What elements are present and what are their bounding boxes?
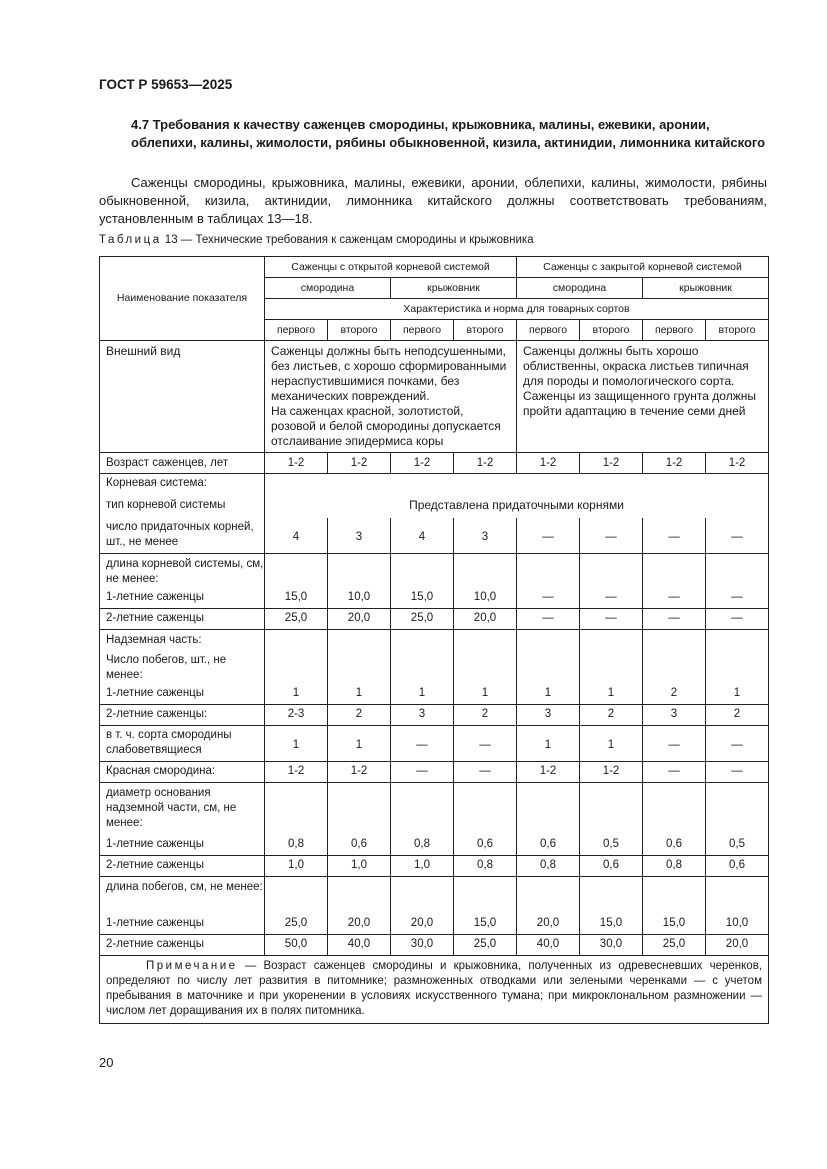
value-cell: — [643,518,706,554]
value-cell: 0,8 [643,855,706,876]
value-cell: 0,6 [517,834,580,855]
value-cell: — [643,608,706,629]
row-label: в т. ч. сорта смородины слабоветвящиеся [100,725,265,761]
header-open-root: Саженцы с открытой корневой системой [265,257,517,278]
value-cell: — [706,761,769,782]
table-row [100,913,769,934]
table-row [100,684,769,704]
header-grade-first: первого [643,320,706,341]
header-grade-first: первого [265,320,328,341]
value-cell: 25,0 [643,934,706,955]
root-system-label: Корневая система: [100,474,265,494]
value-cell: 1-2 [517,453,580,474]
value-cell: 20,0 [328,608,391,629]
row-label: 1-летние саженцы [100,834,265,855]
root-type-label: тип корневой системы [100,494,265,518]
header-grade-second: второго [454,320,517,341]
header-grade-first: первого [517,320,580,341]
value-cell: 1 [391,684,454,704]
table-row [100,453,769,474]
value-cell: 1 [454,684,517,704]
row-label: 1-летние саженцы [100,913,265,934]
value-cell: 1 [517,684,580,704]
value-cell: — [580,608,643,629]
table-caption [99,234,534,246]
value-cell: 10,0 [328,587,391,608]
standard-code: ГОСТ Р 59653—2025 [99,77,233,92]
table-note [100,955,769,1023]
value-cell: 1-2 [643,453,706,474]
value-cell: 1-2 [706,453,769,474]
value-cell: 3 [517,704,580,725]
value-cell: 0,8 [391,834,454,855]
value-cell: 1 [265,684,328,704]
value-cell: 1 [328,725,391,761]
value-cell: — [517,608,580,629]
value-cell: 0,6 [706,855,769,876]
value-cell: 25,0 [454,934,517,955]
value-cell: 20,0 [391,913,454,934]
value-cell: 3 [328,518,391,554]
value-cell: — [580,518,643,554]
value-cell: 10,0 [706,913,769,934]
row-label: число придаточных корней, шт., не менее [100,518,265,554]
value-cell: 2 [454,704,517,725]
section-title: 4.7 Требования к качеству саженцев смородины, крыжовника, малины, ежевики, аронии, облепихи, калины, жимолости, рябины обыкновенной, кизила, актинидии, лимонника китайского [131,117,766,150]
value-cell: 0,5 [706,834,769,855]
value-cell: 2 [706,704,769,725]
value-cell: — [580,587,643,608]
value-cell: 30,0 [580,934,643,955]
header-currant-closed: смородина [517,278,643,299]
value-cell: 1-2 [265,453,328,474]
value-cell: 1 [706,684,769,704]
value-cell: 1 [517,725,580,761]
value-cell: 0,8 [517,855,580,876]
value-cell: 1,0 [328,855,391,876]
appearance-closed: Саженцы должны быть хорошо облиственны, окраска листьев типичная для породы и помологического сорта. Саженцы из защищенного грунта должны пройти адаптацию в течение семи дней [517,341,769,453]
row-label: 2-летние саженцы [100,855,265,876]
value-cell: 2-3 [265,704,328,725]
requirements-table [99,256,769,474]
value-cell: 25,0 [265,608,328,629]
note-word: Примечание [146,959,238,972]
table-row [100,834,769,855]
value-cell: 2 [643,684,706,704]
value-cell: 1-2 [391,453,454,474]
value-cell: — [706,725,769,761]
header-indicator-name: Наименование показателя [100,257,265,341]
table-row [100,761,769,782]
value-cell: 25,0 [391,608,454,629]
value-cell: 0,8 [454,855,517,876]
table-row [100,934,769,955]
value-cell: 1-2 [580,453,643,474]
value-cell: 15,0 [454,913,517,934]
value-cell: 30,0 [391,934,454,955]
diameter-label: диаметр основания надземной части, см, не менее: [100,782,265,834]
value-cell: 1,0 [391,855,454,876]
value-cell: — [706,608,769,629]
above-ground-label: Надземная часть: [100,629,265,651]
root-length-label: длина корневой системы, см, не менее: [100,554,265,588]
header-grade-first: первого [391,320,454,341]
value-cell: 4 [391,518,454,554]
appearance-open: Саженцы должны быть неподсушенными, без листьев, с хорошо сформированными нераспустившимися почками, без механических повреждений. На саженцах красной, золотистой, розовой и белой смородины допускается отслаивание эпидермиса коры [265,341,517,453]
appearance-label: Внешний вид [100,341,265,453]
value-cell: 2 [580,704,643,725]
value-cell: 0,6 [580,855,643,876]
row-label: 2-летние саженцы [100,608,265,629]
requirements-table-body [99,473,769,1024]
value-cell: 0,6 [454,834,517,855]
row-label: 2-летние саженцы [100,934,265,955]
value-cell: 3 [454,518,517,554]
value-cell: 3 [391,704,454,725]
row-label: 2-летние саженцы: [100,704,265,725]
value-cell: 15,0 [265,587,328,608]
value-cell: 10,0 [454,587,517,608]
value-cell: 50,0 [265,934,328,955]
row-label: 1-летние саженцы [100,684,265,704]
row-label: Красная смородина: [100,761,265,782]
shoots-label: Число побегов, шт., не менее: [100,651,265,684]
value-cell: 20,0 [706,934,769,955]
table-row [100,518,769,554]
value-cell: 1,0 [265,855,328,876]
caption-text: 13 — Технические требования к саженцам смородины и крыжовника [164,234,534,246]
value-cell: — [391,725,454,761]
value-cell: 15,0 [643,913,706,934]
value-cell: — [643,587,706,608]
value-cell: — [517,518,580,554]
value-cell: — [454,761,517,782]
table-row [100,725,769,761]
row-label: Возраст саженцев, лет [100,453,265,474]
value-cell: — [454,725,517,761]
value-cell: 1-2 [454,453,517,474]
value-cell: 1-2 [328,453,391,474]
root-type-value: Представлена придаточными корнями [265,494,769,518]
value-cell: 3 [643,704,706,725]
header-gooseberry-open: крыжовник [391,278,517,299]
table-row [100,704,769,725]
header-closed-root: Саженцы с закрытой корневой системой [517,257,769,278]
value-cell: 0,6 [643,834,706,855]
value-cell: — [391,761,454,782]
value-cell: 1 [580,725,643,761]
value-cell: 20,0 [454,608,517,629]
value-cell: 1 [328,684,391,704]
value-cell: — [643,761,706,782]
header-gooseberry-closed: крыжовник [643,278,769,299]
value-cell: 20,0 [328,913,391,934]
value-cell: 4 [265,518,328,554]
row-label: 1-летние саженцы [100,587,265,608]
value-cell: 0,8 [265,834,328,855]
page-number: 20 [99,1055,114,1070]
header-grade-second: второго [706,320,769,341]
value-cell: 25,0 [265,913,328,934]
header-characteristic: Характеристика и норма для товарных сортов [265,299,769,320]
value-cell: 20,0 [517,913,580,934]
value-cell: — [643,725,706,761]
value-cell: 1-2 [265,761,328,782]
table-row [100,587,769,608]
value-cell: 1 [265,725,328,761]
table-row [100,855,769,876]
table-row [100,608,769,629]
value-cell: — [706,587,769,608]
header-grade-second: второго [580,320,643,341]
value-cell: — [517,587,580,608]
note-text: — Возраст саженцев смородины и крыжовника, полученных из одревесневших черенков, определяют по числу лет развития в питомнике; размноженных отводками или зелеными черенками — с учетом пребывания в маточнике и при укоренении в условиях искусственного тумана; при микроклональном размножении — числом лет доращивания их в полях питомника. [106,959,762,1017]
value-cell: 15,0 [580,913,643,934]
value-cell: 0,6 [328,834,391,855]
header-currant-open: смородина [265,278,391,299]
caption-word: Таблица [99,234,162,246]
header-grade-second: второго [328,320,391,341]
value-cell: 40,0 [517,934,580,955]
value-cell: 15,0 [391,587,454,608]
shoot-length-label: длина побегов, см, не менее: [100,876,265,913]
value-cell: 40,0 [328,934,391,955]
value-cell: 1-2 [517,761,580,782]
value-cell: 1 [580,684,643,704]
intro-paragraph: Саженцы смородины, крыжовника, малины, ежевики, аронии, облепихи, калины, жимолости, рябины обыкновенной, кизила, актинидии, лимонника китайского должны соответствовать требованиям, установленным в таблицах 13—18. [99,175,767,226]
value-cell: 1-2 [328,761,391,782]
value-cell: 1-2 [580,761,643,782]
value-cell: — [706,518,769,554]
value-cell: 0,5 [580,834,643,855]
value-cell: 2 [328,704,391,725]
